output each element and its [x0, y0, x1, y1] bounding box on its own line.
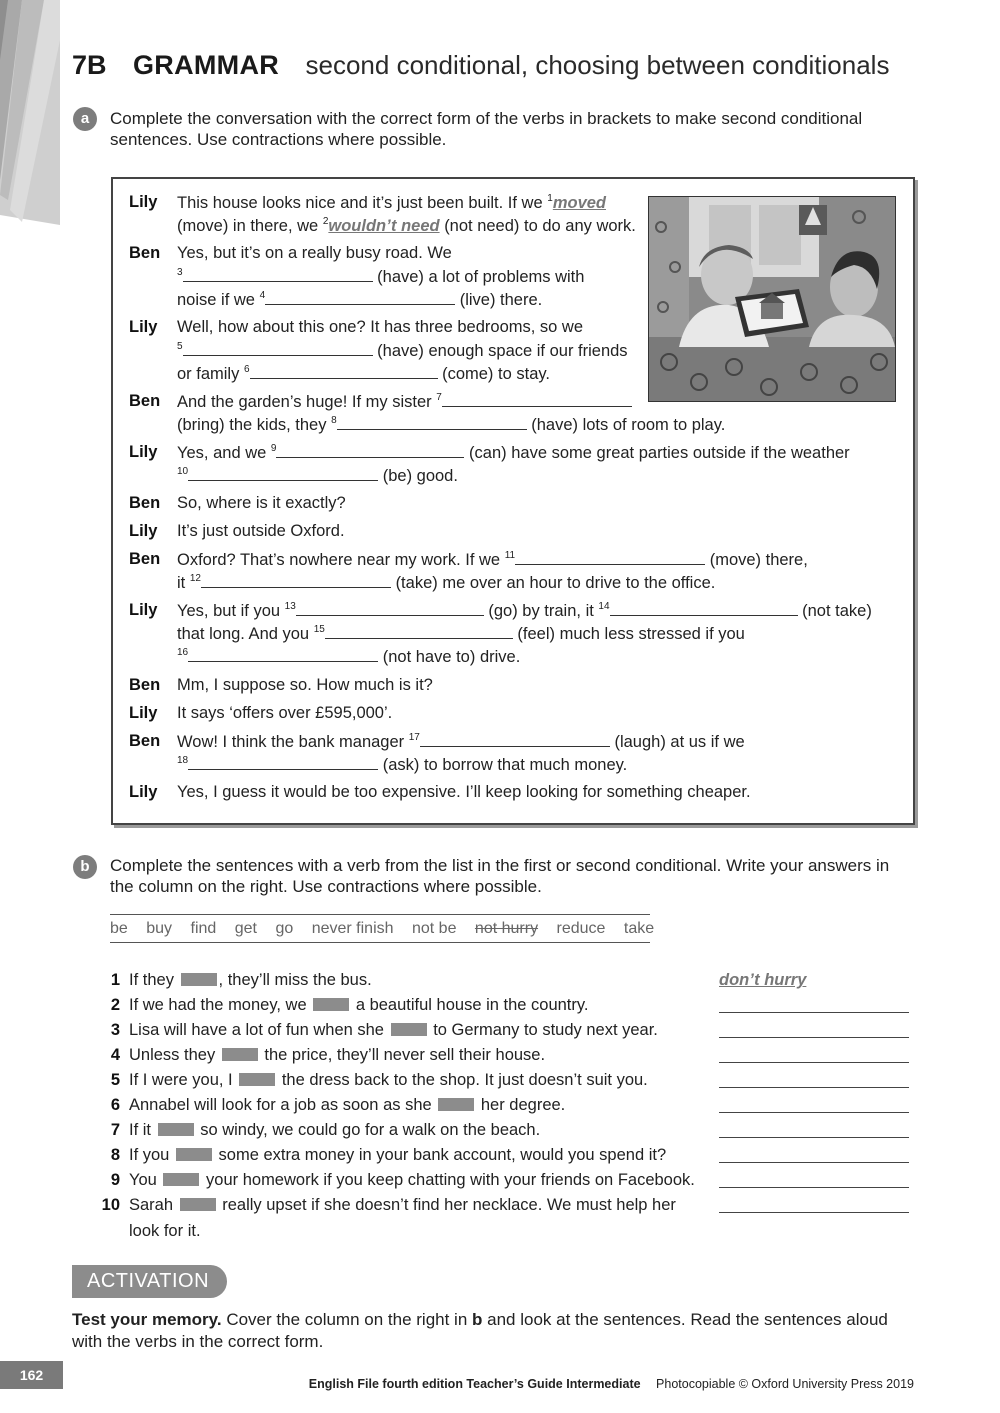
- blank-10[interactable]: [188, 466, 378, 481]
- blank-13[interactable]: [296, 601, 484, 616]
- gap-6: [438, 1098, 474, 1111]
- dialogue-line-12b: $^{18}$ (ask) to borrow that much money.: [177, 755, 628, 774]
- word-get: get: [234, 920, 257, 937]
- answer-line-4[interactable]: [719, 1062, 909, 1063]
- speaker-ben: Ben: [129, 392, 161, 410]
- gap-8: [176, 1148, 212, 1161]
- dialogue-line-9: Yes, but if you $^{13}$ (go) by train, it $^{14}$ (not take): [177, 601, 872, 620]
- sentence-number: 1: [110, 971, 120, 989]
- sentence-10-continued: look for it.: [129, 1222, 201, 1240]
- speaker-lily: Lily: [129, 522, 158, 540]
- sentence-number: 5: [110, 1071, 120, 1089]
- word-reduce: reduce: [556, 920, 606, 937]
- dialogue-line-2c: noise if we $^4$ (live) there.: [177, 290, 543, 309]
- dialogue-line-5: Yes, and we $^9$ (can) have some great parties outside if the weather: [177, 443, 850, 462]
- answer-line-10[interactable]: [719, 1212, 909, 1213]
- dialogue-line-11: It says ‘offers over £595,000’.: [177, 704, 393, 722]
- example-answer: don’t hurry: [719, 971, 807, 989]
- sentence-3: Lisa will have a lot of fun when she to Germany to study next year.: [129, 1021, 658, 1039]
- gap-10: [180, 1198, 216, 1211]
- speaker-ben: Ben: [129, 494, 161, 512]
- dialogue-line-4b: (bring) the kids, they $^8$ (have) lots of room to play.: [177, 415, 726, 434]
- blank-14[interactable]: [610, 601, 798, 616]
- dialogue-line-3b: $^5$ (have) enough space if our friends: [177, 341, 628, 360]
- answer-line-8[interactable]: [719, 1162, 909, 1163]
- exercise-b-badge: b: [73, 855, 97, 879]
- page-title: [72, 50, 889, 81]
- dialogue-line-1b: (move) in there, we $^2$wouldn’t need (not need) to do any work.: [177, 216, 636, 235]
- word-buy: buy: [146, 920, 173, 937]
- footer: [309, 1377, 914, 1391]
- gap-2: [313, 998, 349, 1011]
- speaker-ben: Ben: [129, 244, 161, 262]
- word-never-finish: never finish: [311, 920, 394, 937]
- blank-3[interactable]: [183, 267, 373, 282]
- sentence-9: You your homework if you keep chatting with your friends on Facebook.: [129, 1171, 695, 1189]
- word-list: [110, 920, 668, 938]
- speaker-lily: Lily: [129, 601, 158, 619]
- speaker-ben: Ben: [129, 676, 161, 694]
- dialogue-line-7: It’s just outside Oxford.: [177, 522, 345, 540]
- activation-instruction: Test your memory. Cover the column on the right in b and look at the sentences. Read the sentences aloud with the verbs in the correct form.: [72, 1310, 888, 1351]
- dialogue-line-9c: $^{16}$ (not have to) drive.: [177, 647, 521, 666]
- gap-3: [391, 1023, 427, 1036]
- sentence-4: Unless they the price, they’ll never sell their house.: [129, 1046, 546, 1064]
- sentence-number: 3: [110, 1021, 120, 1039]
- blank-9[interactable]: [276, 443, 464, 458]
- activation-label: ACTIVATION: [72, 1265, 227, 1298]
- sentence-2: If we had the money, we a beautiful house in the country.: [129, 996, 589, 1014]
- gap-9: [163, 1173, 199, 1186]
- sentence-number: 2: [110, 996, 120, 1014]
- word-be: be: [110, 920, 128, 937]
- answer-line-6[interactable]: [719, 1112, 909, 1113]
- corner-decoration: [0, 0, 60, 230]
- answer-1: moved: [552, 194, 606, 212]
- dialogue-line-6: So, where is it exactly?: [177, 494, 346, 512]
- blank-6[interactable]: [250, 364, 438, 379]
- unit-number: 7B: [72, 50, 107, 80]
- word-list-bottom-rule: [110, 942, 650, 943]
- dialogue-line-12: Wow! I think the bank manager $^{17}$ (laugh) at us if we: [177, 732, 745, 751]
- sentence-10: Sarah really upset if she doesn’t find her necklace. We must help her: [129, 1196, 676, 1214]
- sentence-5: If I were you, I the dress back to the shop. It just doesn’t suit you.: [129, 1071, 648, 1089]
- speaker-lily: Lily: [129, 318, 158, 336]
- dialogue-line-5b: $^{10}$ (be) good.: [177, 466, 458, 485]
- blank-4[interactable]: [265, 290, 455, 305]
- sentence-number: 4: [110, 1046, 120, 1064]
- book-title: English File fourth edition Teacher’s Guide Intermediate: [308, 1377, 641, 1391]
- speaker-ben: Ben: [129, 550, 161, 568]
- speaker-lily: Lily: [129, 704, 158, 722]
- speaker-lily: Lily: [129, 443, 158, 461]
- sentence-number: 9: [110, 1171, 120, 1189]
- answer-line-3[interactable]: [719, 1037, 909, 1038]
- answer-line-9[interactable]: [719, 1187, 909, 1188]
- dialogue-line-4: And the garden’s huge! If my sister $^7$: [177, 392, 632, 412]
- dialogue-line-8b: it $^{12}$ (take) me over an hour to drive to the office.: [177, 573, 716, 592]
- answer-2: wouldn’t need: [328, 217, 440, 235]
- word-not-hurry: not hurry: [474, 920, 539, 937]
- word-go: go: [275, 920, 294, 937]
- answer-line-7[interactable]: [719, 1137, 909, 1138]
- gap-1: [181, 973, 217, 986]
- dialogue-line-1: This house looks nice and it’s just been built. If we $^1$moved: [177, 193, 606, 212]
- gap-5: [239, 1073, 275, 1086]
- dialogue-line-2: Yes, but it’s on a really busy road. We: [177, 244, 452, 262]
- blank-16[interactable]: [188, 647, 378, 662]
- word-find: find: [190, 920, 217, 937]
- word-not-be: not be: [411, 920, 457, 937]
- blank-7[interactable]: [442, 392, 632, 407]
- word-list-top-rule: [110, 914, 650, 915]
- copyright: Photocopiable © Oxford University Press 2019: [656, 1377, 914, 1391]
- section-label: GRAMMAR: [132, 50, 280, 80]
- topic-label: second conditional, choosing between conditionals: [305, 50, 890, 80]
- answer-line-5[interactable]: [719, 1087, 909, 1088]
- sentence-number: 7: [110, 1121, 120, 1139]
- blank-17[interactable]: [420, 732, 610, 747]
- sentence-number: 10: [101, 1196, 120, 1214]
- page-number: 162: [0, 1361, 63, 1389]
- dialogue-line-8: Oxford? That’s nowhere near my work. If we $^{11}$ (move) there,: [177, 550, 808, 569]
- speaker-lily: Lily: [129, 193, 158, 211]
- exercise-b-instruction: Complete the sentences with a verb from the list in the first or second conditional. Write your answers in the column on the right. Use contractions where possible.: [110, 856, 890, 896]
- exercise-a-instruction: Complete the conversation with the correct form of the verbs in brackets to make second conditional sentences. Use contractions where possible.: [110, 109, 863, 149]
- blank-15[interactable]: [325, 624, 513, 639]
- sentence-8: If you some extra money in your bank account, would you spend it?: [129, 1146, 667, 1164]
- sentence-number: 8: [110, 1146, 120, 1164]
- dialogue-line-2b: $^3$ (have) a lot of problems with: [177, 267, 585, 286]
- sentence-1: If they , they’ll miss the bus.: [129, 971, 372, 989]
- blank-18[interactable]: [188, 755, 378, 770]
- word-take: take: [623, 920, 655, 937]
- couple-with-tablet-illustration: [648, 196, 896, 402]
- speaker-lily: Lily: [129, 783, 158, 801]
- sentence-6: Annabel will look for a job as soon as she her degree.: [129, 1096, 566, 1114]
- dialogue-line-3c: or family $^6$ (come) to stay.: [177, 364, 550, 383]
- blank-11[interactable]: [515, 550, 705, 565]
- speaker-ben: Ben: [129, 732, 161, 750]
- gap-7: [158, 1123, 194, 1136]
- exercise-a-badge: a: [73, 107, 97, 131]
- dialogue-line-3: Well, how about this one? It has three bedrooms, so we: [177, 318, 584, 336]
- blank-5[interactable]: [183, 341, 373, 356]
- sentence-number: 6: [110, 1096, 120, 1114]
- blank-12[interactable]: [201, 573, 391, 588]
- answer-line-2[interactable]: [719, 1012, 909, 1013]
- dialogue-line-10: Mm, I suppose so. How much is it?: [177, 676, 433, 694]
- dialogue-line-13: Yes, I guess it would be too expensive. I’ll keep looking for something cheaper.: [177, 783, 751, 801]
- gap-4: [222, 1048, 258, 1061]
- dialogue-line-9b: that long. And you $^{15}$ (feel) much less stressed if you: [177, 624, 745, 643]
- blank-8[interactable]: [337, 415, 527, 430]
- sentence-7: If it so windy, we could go for a walk on the beach.: [129, 1121, 541, 1139]
